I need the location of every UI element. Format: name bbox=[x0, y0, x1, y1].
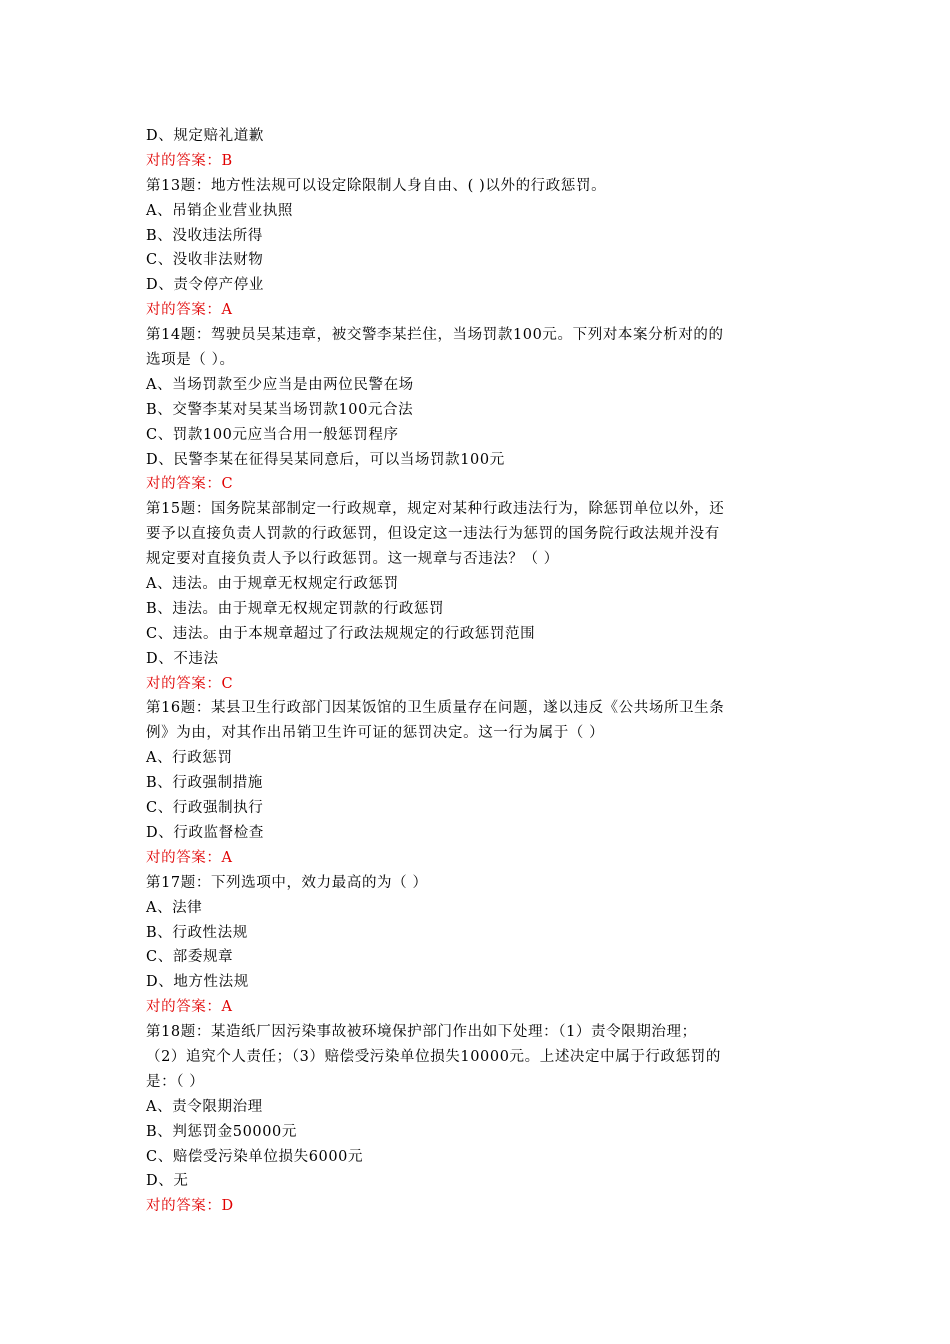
answer-option-line: B、行政性法规 bbox=[146, 924, 248, 941]
answer-option-line: C、部委规章 bbox=[146, 949, 234, 966]
answer-option-line: D、责令停产停业 bbox=[146, 277, 264, 294]
question-text-line: 要予以直接负责人罚款的行政惩罚，但设定这一违法行为惩罚的国务院行政法规并没有 bbox=[146, 526, 720, 543]
question-text-line: 规定要对直接负责人予以行政惩罚。这一规章与否违法？（ ） bbox=[146, 551, 559, 568]
correct-answer-line: 对的答案：C bbox=[146, 476, 234, 493]
question-text-line: 是：（ ） bbox=[146, 1073, 205, 1090]
correct-answer-line: 对的答案：C bbox=[146, 675, 234, 692]
question-text-line: 第18题：某造纸厂因污染事故被环境保护部门作出如下处理：（1）责令限期治理； bbox=[146, 1024, 697, 1041]
correct-answer-line: 对的答案：A bbox=[146, 849, 233, 866]
correct-answer-line: 对的答案：B bbox=[146, 152, 233, 169]
answer-option-line: C、行政强制执行 bbox=[146, 800, 264, 817]
answer-option-line: B、没收违法所得 bbox=[146, 227, 263, 244]
answer-option-line: A、当场罚款至少应当是由两位民警在场 bbox=[146, 376, 414, 393]
question-text-line: 第14题：驾驶员吴某违章，被交警李某拦住，当场罚款100元。下列对本案分析对的的 bbox=[146, 327, 724, 344]
question-text-line: 第15题：国务院某部制定一行政规章，规定对某种行政违法行为，除惩罚单位以外，还 bbox=[146, 501, 725, 518]
correct-answer-line: 对的答案：A bbox=[146, 999, 233, 1016]
answer-option-line: A、违法。由于规章无权规定行政惩罚 bbox=[146, 576, 399, 593]
answer-option-line: B、违法。由于规章无权规定罚款的行政惩罚 bbox=[146, 600, 445, 617]
answer-option-line: A、行政惩罚 bbox=[146, 750, 233, 767]
answer-option-line: C、没收非法财物 bbox=[146, 252, 264, 269]
answer-option-line: B、交警李某对吴某当场罚款100元合法 bbox=[146, 401, 414, 418]
question-text-line: 第13题：地方性法规可以设定除限制人身自由、( )以外的行政惩罚。 bbox=[146, 177, 607, 194]
answer-option-line: D、不违法 bbox=[146, 650, 219, 667]
answer-option-line: A、法律 bbox=[146, 899, 203, 916]
answer-option-line: C、罚款100元应当合用一般惩罚程序 bbox=[146, 426, 399, 443]
correct-answer-line: 对的答案：D bbox=[146, 1198, 234, 1215]
answer-option-line: D、规定赔礼道歉 bbox=[146, 128, 264, 144]
answer-option-line: B、判惩罚金50000元 bbox=[146, 1123, 297, 1140]
question-text-line: （2）追究个人责任；（3）赔偿受污染单位损失10000元。上述决定中属于行政惩罚的 bbox=[146, 1048, 721, 1065]
answer-option-line: D、行政监督检查 bbox=[146, 824, 264, 841]
answer-option-line: D、地方性法规 bbox=[146, 974, 249, 991]
answer-option-line: D、无 bbox=[146, 1173, 189, 1190]
answer-option-line: A、责令限期治理 bbox=[146, 1098, 263, 1115]
answer-option-line: C、赔偿受污染单位损失6000元 bbox=[146, 1148, 364, 1165]
question-text-line: 选项是（ ）。 bbox=[146, 352, 235, 369]
answer-option-line: A、吊销企业营业执照 bbox=[146, 202, 293, 219]
question-text-line: 例》为由，对其作出吊销卫生许可证的惩罚决定。这一行为属于（ ） bbox=[146, 725, 605, 742]
correct-answer-line: 对的答案：A bbox=[146, 302, 233, 319]
question-text-line: 第17题：下列选项中，效力最高的为（ ） bbox=[146, 874, 428, 891]
answer-option-line: D、民警李某在征得吴某同意后，可以当场罚款100元 bbox=[146, 451, 505, 468]
question-text-line: 第16题：某县卫生行政部门因某饭馆的卫生质量存在问题，遂以违反《公共场所卫生条 bbox=[146, 700, 725, 717]
document-body bbox=[146, 124, 796, 1219]
answer-option-line: B、行政强制措施 bbox=[146, 775, 263, 792]
answer-option-line: C、违法。由于本规章超过了行政法规规定的行政惩罚范围 bbox=[146, 625, 536, 642]
